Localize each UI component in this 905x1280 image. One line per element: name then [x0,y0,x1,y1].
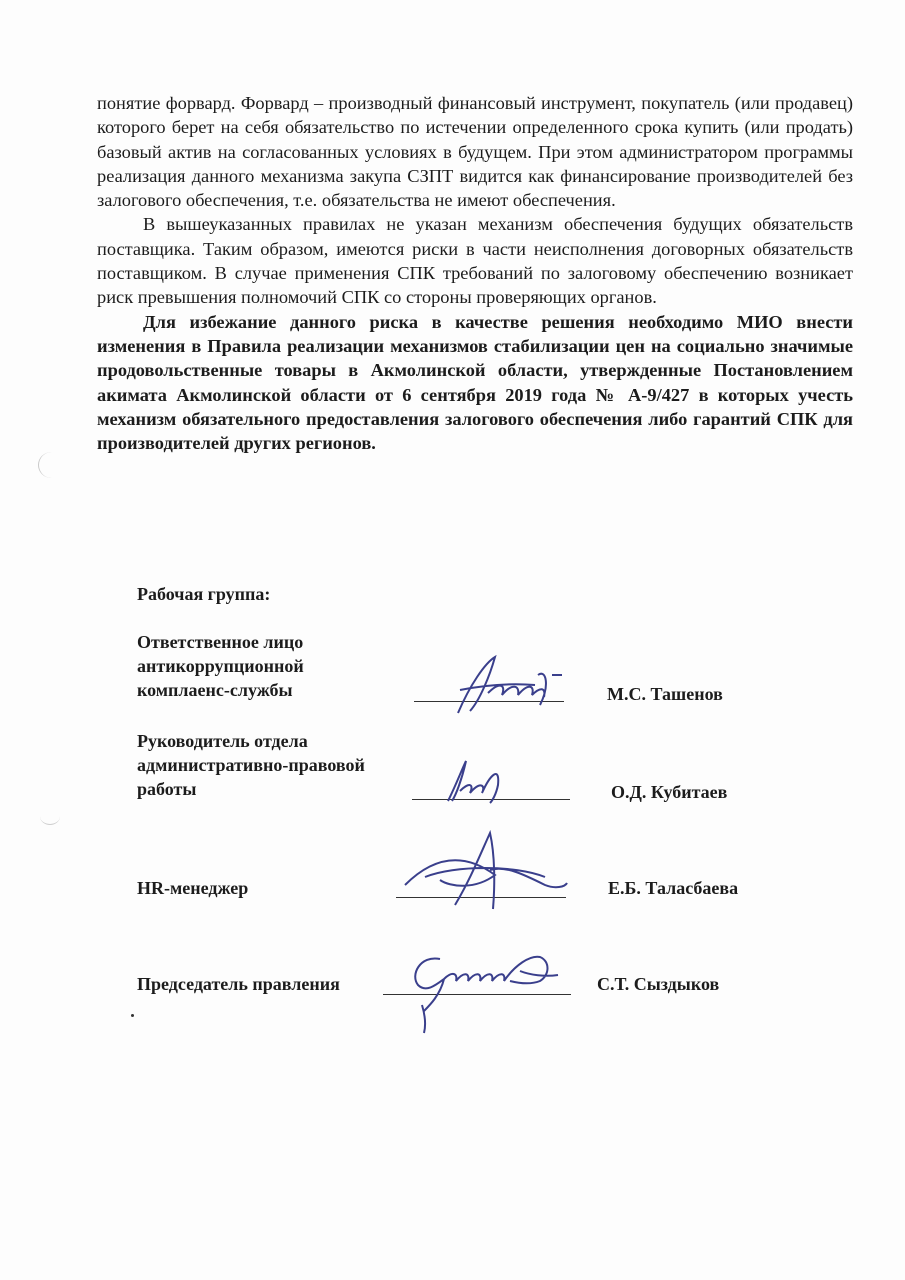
signatory-name-2: О.Д. Кубитаев [611,782,728,802]
signatory-title-1: Ответственное лицо антикоррупционной комплаенс-службы [137,632,304,700]
paragraph-forward: понятие форвард. Форвард – производный финансовый инструмент, покупатель (или продавец) которого берет на себя обязательство по истечении определенного срока купить (или продать) базовый актив на согласованных условиях в будущем. При этом администратором программы реализация данного механизма закупа СЗПТ видится как финансирование производителей без залогового обеспечения, т.е. обязательства не имеют обеспечения. [97,93,853,211]
hole-punch-mark-2 [40,808,60,825]
paragraph-recommendation: Для избежание данного риска в качестве решения необходимо МИО внести изменения в Правила реализации механизмов стабилизации цен на социально значимые продовольственные товары в Акмолинской области, утвержденные Постановлением акимата Акмолинской области от 6 сентября 2019 года № А-9/427 в которых учесть механизм обязательного предоставления залогового обеспечения либо гарантий СПК для производителей других регионов. [97,311,853,454]
signatory-title-2: Руководитель отдела административно-правовой работы [137,731,365,799]
signatory-name-4: С.Т. Сыздыков [597,974,720,994]
signature-2 [440,755,520,807]
signatory-title-3: HR-менеджер [137,878,249,898]
signatory-name-3: Е.Б. Таласбаева [608,878,739,898]
scan-dot [131,1014,134,1017]
signature-4 [400,945,565,1037]
hole-punch-mark [38,452,65,478]
working-group-heading: Рабочая группа: [137,584,271,604]
signature-3 [395,825,570,915]
signature-1 [440,645,580,720]
paragraph-risks: В вышеуказанных правилах не указан механизм обеспечения будущих обязательств поставщика. Таким образом, имеются риски в части неисполнения договорных обязательств поставщиком. В случае применения СПК требований по залоговому обеспечению возникает риск превышения полномочий СПК со стороны проверяющих органов. [97,214,853,308]
signatory-title-4: Председатель правления [137,974,340,994]
body-text [97,91,853,455]
signatory-name-1: М.С. Ташенов [607,684,723,704]
